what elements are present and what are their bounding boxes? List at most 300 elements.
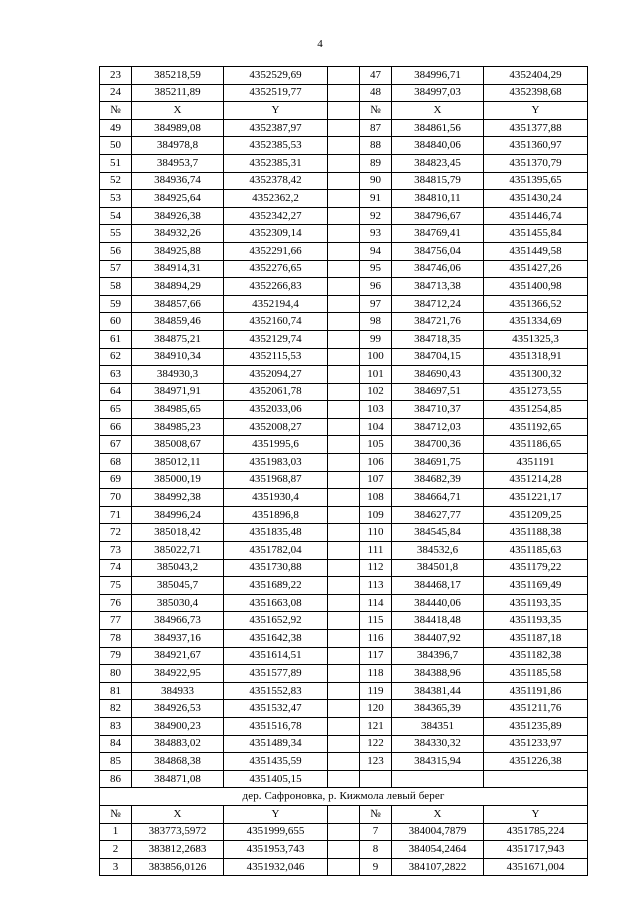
- cell-x-left: 384871,08: [132, 770, 224, 788]
- cell-y-right: 4351182,38: [484, 647, 588, 665]
- cell-y-right: 4351318,91: [484, 348, 588, 366]
- table-row: [100, 366, 588, 384]
- cell-gap: [328, 823, 360, 841]
- cell-y-left: 4352266,83: [224, 278, 328, 296]
- table-row: [100, 612, 588, 630]
- cell-x-right: [392, 770, 484, 788]
- cell-x-right: 384840,06: [392, 137, 484, 155]
- header-y-left: Y: [224, 805, 328, 823]
- table-row: [100, 383, 588, 401]
- cell-gap: [328, 366, 360, 384]
- cell-y-left: 4352160,74: [224, 313, 328, 331]
- table-row: [100, 841, 588, 859]
- cell-y-right: 4351325,3: [484, 330, 588, 348]
- cell-x-left: 385030,4: [132, 594, 224, 612]
- cell-y-right: 4351254,85: [484, 401, 588, 419]
- cell-y-left: 4352387,97: [224, 119, 328, 137]
- cell-num-right: 107: [360, 471, 392, 489]
- table-row: [100, 858, 588, 876]
- header-y-right: Y: [484, 102, 588, 120]
- table-row: [100, 594, 588, 612]
- cell-gap: [328, 119, 360, 137]
- cell-x-right: 384330,32: [392, 735, 484, 753]
- cell-num-left: 56: [100, 242, 132, 260]
- cell-x-right: 384691,75: [392, 454, 484, 472]
- cell-y-right: 4351717,943: [484, 841, 588, 859]
- cell-y-left: 4351516,78: [224, 717, 328, 735]
- cell-x-right: 384004,7879: [392, 823, 484, 841]
- cell-y-right: 4351214,28: [484, 471, 588, 489]
- cell-num-right: 113: [360, 577, 392, 595]
- cell-num-left: 64: [100, 383, 132, 401]
- header-num-right: №: [360, 805, 392, 823]
- cell-y-right: 4351191,86: [484, 682, 588, 700]
- cell-y-left: 4351435,59: [224, 753, 328, 771]
- cell-x-left: 384933: [132, 682, 224, 700]
- header-gap: [328, 102, 360, 120]
- header-x-right: X: [392, 805, 484, 823]
- header-x-left: X: [132, 102, 224, 120]
- cell-x-right: 384704,15: [392, 348, 484, 366]
- cell-y-left: 4351999,655: [224, 823, 328, 841]
- cell-x-left: 384900,23: [132, 717, 224, 735]
- table-row: [100, 823, 588, 841]
- cell-x-left: 383812,2683: [132, 841, 224, 859]
- cell-y-right: 4351211,76: [484, 700, 588, 718]
- cell-num-left: 49: [100, 119, 132, 137]
- cell-y-right: 4351169,49: [484, 577, 588, 595]
- cell-num-left: 73: [100, 542, 132, 560]
- cell-gap: [328, 242, 360, 260]
- cell-x-right: 384407,92: [392, 630, 484, 648]
- coordinates-table: [99, 66, 588, 876]
- cell-gap: [328, 190, 360, 208]
- cell-x-left: 383856,0126: [132, 858, 224, 876]
- cell-y-right: 4351377,88: [484, 119, 588, 137]
- cell-gap: [328, 471, 360, 489]
- table-row: [100, 330, 588, 348]
- cell-num-right: 88: [360, 137, 392, 155]
- cell-gap: [328, 524, 360, 542]
- cell-y-left: 4352378,42: [224, 172, 328, 190]
- cell-num-right: 105: [360, 436, 392, 454]
- cell-gap: [328, 489, 360, 507]
- cell-num-left: 52: [100, 172, 132, 190]
- cell-num-right: 94: [360, 242, 392, 260]
- cell-gap: [328, 67, 360, 85]
- cell-num-left: 54: [100, 207, 132, 225]
- cell-y-left: 4352519,77: [224, 84, 328, 102]
- cell-x-left: 385211,89: [132, 84, 224, 102]
- cell-y-left: 4351532,47: [224, 700, 328, 718]
- cell-y-left: 4351663,08: [224, 594, 328, 612]
- cell-num-right: 114: [360, 594, 392, 612]
- cell-gap: [328, 612, 360, 630]
- cell-num-left: 75: [100, 577, 132, 595]
- cell-y-right: 4351209,25: [484, 506, 588, 524]
- cell-y-right: 4351191: [484, 454, 588, 472]
- cell-x-left: 384922,95: [132, 665, 224, 683]
- cell-x-left: 384921,67: [132, 647, 224, 665]
- cell-y-right: 4351449,58: [484, 242, 588, 260]
- header-row: [100, 102, 588, 120]
- cell-num-left: 85: [100, 753, 132, 771]
- cell-y-right: 4351221,17: [484, 489, 588, 507]
- cell-num-left: 65: [100, 401, 132, 419]
- table-row: [100, 753, 588, 771]
- cell-x-right: 384682,39: [392, 471, 484, 489]
- cell-x-right: 384532,6: [392, 542, 484, 560]
- table-row: [100, 630, 588, 648]
- cell-y-left: 4351953,743: [224, 841, 328, 859]
- cell-x-left: 385012,11: [132, 454, 224, 472]
- cell-num-right: 90: [360, 172, 392, 190]
- table-row: [100, 172, 588, 190]
- cell-y-left: 4351552,83: [224, 682, 328, 700]
- cell-num-left: 69: [100, 471, 132, 489]
- cell-x-right: 384315,94: [392, 753, 484, 771]
- cell-y-left: 4351782,04: [224, 542, 328, 560]
- cell-num-left: 74: [100, 559, 132, 577]
- table-row: [100, 770, 588, 788]
- cell-num-right: 102: [360, 383, 392, 401]
- cell-gap: [328, 137, 360, 155]
- header-gap: [328, 805, 360, 823]
- cell-gap: [328, 348, 360, 366]
- cell-num-left: 2: [100, 841, 132, 859]
- cell-x-right: 384501,8: [392, 559, 484, 577]
- cell-num-left: 79: [100, 647, 132, 665]
- cell-num-left: 80: [100, 665, 132, 683]
- cell-gap: [328, 594, 360, 612]
- cell-y-left: 4352033,06: [224, 401, 328, 419]
- cell-x-right: 384718,35: [392, 330, 484, 348]
- cell-y-left: 4351932,046: [224, 858, 328, 876]
- cell-x-left: 384925,88: [132, 242, 224, 260]
- header-num-left: №: [100, 805, 132, 823]
- cell-num-left: 72: [100, 524, 132, 542]
- cell-y-left: 4351983,03: [224, 454, 328, 472]
- cell-y-left: 4352129,74: [224, 330, 328, 348]
- cell-num-right: 122: [360, 735, 392, 753]
- cell-x-right: 384440,06: [392, 594, 484, 612]
- cell-num-left: 77: [100, 612, 132, 630]
- cell-y-right: 4351395,65: [484, 172, 588, 190]
- cell-y-left: 4352061,78: [224, 383, 328, 401]
- table-row: [100, 278, 588, 296]
- cell-y-left: 4352385,31: [224, 154, 328, 172]
- cell-num-right: 7: [360, 823, 392, 841]
- cell-num-right: 119: [360, 682, 392, 700]
- cell-y-left: 4352529,69: [224, 67, 328, 85]
- cell-y-right: 4351273,55: [484, 383, 588, 401]
- cell-x-right: 384710,37: [392, 401, 484, 419]
- header-x-right: X: [392, 102, 484, 120]
- table-row: [100, 67, 588, 85]
- table-row: [100, 295, 588, 313]
- cell-y-left: 4352276,65: [224, 260, 328, 278]
- cell-x-right: 384697,51: [392, 383, 484, 401]
- cell-y-left: 4351614,51: [224, 647, 328, 665]
- cell-y-left: 4351930,4: [224, 489, 328, 507]
- cell-num-left: 76: [100, 594, 132, 612]
- table-row: [100, 154, 588, 172]
- cell-x-left: 384985,65: [132, 401, 224, 419]
- table-row: [100, 313, 588, 331]
- cell-gap: [328, 735, 360, 753]
- cell-num-right: 48: [360, 84, 392, 102]
- cell-y-right: 4351360,97: [484, 137, 588, 155]
- table-row: [100, 260, 588, 278]
- cell-x-right: 384381,44: [392, 682, 484, 700]
- cell-y-right: 4351192,65: [484, 418, 588, 436]
- cell-num-right: 89: [360, 154, 392, 172]
- cell-x-left: 383773,5972: [132, 823, 224, 841]
- table-row: [100, 471, 588, 489]
- table-row: [100, 401, 588, 419]
- header-y-left: Y: [224, 102, 328, 120]
- cell-y-left: 4352342,27: [224, 207, 328, 225]
- cell-gap: [328, 559, 360, 577]
- cell-num-right: 104: [360, 418, 392, 436]
- cell-num-left: 86: [100, 770, 132, 788]
- cell-y-left: 4351577,89: [224, 665, 328, 683]
- header-y-right: Y: [484, 805, 588, 823]
- cell-gap: [328, 313, 360, 331]
- cell-gap: [328, 647, 360, 665]
- cell-y-right: 4351455,84: [484, 225, 588, 243]
- cell-x-left: 384992,38: [132, 489, 224, 507]
- table-row: [100, 735, 588, 753]
- cell-y-right: 4351179,22: [484, 559, 588, 577]
- page-number: 4: [317, 38, 323, 50]
- cell-x-right: 384746,06: [392, 260, 484, 278]
- cell-y-right: 4351370,79: [484, 154, 588, 172]
- cell-y-left: 4352362,2: [224, 190, 328, 208]
- table-row: [100, 682, 588, 700]
- cell-gap: [328, 84, 360, 102]
- cell-y-right: 4351185,58: [484, 665, 588, 683]
- cell-gap: [328, 858, 360, 876]
- cell-num-right: 99: [360, 330, 392, 348]
- cell-x-left: 384985,23: [132, 418, 224, 436]
- cell-num-right: 115: [360, 612, 392, 630]
- cell-y-left: 4352291,66: [224, 242, 328, 260]
- table-row: [100, 348, 588, 366]
- table-row: [100, 119, 588, 137]
- cell-gap: [328, 383, 360, 401]
- cell-num-left: 55: [100, 225, 132, 243]
- cell-num-right: 93: [360, 225, 392, 243]
- cell-x-left: 384883,02: [132, 735, 224, 753]
- cell-y-left: 4351835,48: [224, 524, 328, 542]
- cell-x-left: 385218,59: [132, 67, 224, 85]
- cell-y-left: 4352008,27: [224, 418, 328, 436]
- cell-x-left: 384926,38: [132, 207, 224, 225]
- table-row: [100, 225, 588, 243]
- cell-num-left: 60: [100, 313, 132, 331]
- cell-x-left: 385008,67: [132, 436, 224, 454]
- cell-x-left: 384857,66: [132, 295, 224, 313]
- cell-y-left: 4352309,14: [224, 225, 328, 243]
- cell-gap: [328, 770, 360, 788]
- table-row: [100, 454, 588, 472]
- cell-num-right: 116: [360, 630, 392, 648]
- cell-x-left: 385000,19: [132, 471, 224, 489]
- cell-y-right: 4351430,24: [484, 190, 588, 208]
- cell-gap: [328, 278, 360, 296]
- cell-num-left: 66: [100, 418, 132, 436]
- cell-num-left: 53: [100, 190, 132, 208]
- cell-x-left: 384978,8: [132, 137, 224, 155]
- cell-y-right: [484, 770, 588, 788]
- cell-num-right: 87: [360, 119, 392, 137]
- cell-y-left: 4351405,15: [224, 770, 328, 788]
- table-row: [100, 418, 588, 436]
- table-row: [100, 84, 588, 102]
- cell-num-left: 70: [100, 489, 132, 507]
- cell-num-right: 103: [360, 401, 392, 419]
- cell-num-left: 3: [100, 858, 132, 876]
- table-row: [100, 137, 588, 155]
- cell-x-right: 384769,41: [392, 225, 484, 243]
- cell-num-left: 78: [100, 630, 132, 648]
- cell-x-right: 384823,45: [392, 154, 484, 172]
- cell-y-left: 4352385,53: [224, 137, 328, 155]
- cell-y-left: 4351730,88: [224, 559, 328, 577]
- cell-num-right: 100: [360, 348, 392, 366]
- cell-x-left: 385022,71: [132, 542, 224, 560]
- cell-num-left: 62: [100, 348, 132, 366]
- cell-x-right: 384351: [392, 717, 484, 735]
- table-row: [100, 577, 588, 595]
- cell-y-right: 4352404,29: [484, 67, 588, 85]
- cell-y-left: 4351896,8: [224, 506, 328, 524]
- cell-x-right: 384396,7: [392, 647, 484, 665]
- cell-num-right: 8: [360, 841, 392, 859]
- cell-num-left: 57: [100, 260, 132, 278]
- cell-y-left: 4351642,38: [224, 630, 328, 648]
- cell-num-right: 109: [360, 506, 392, 524]
- cell-y-right: 4351187,18: [484, 630, 588, 648]
- cell-x-right: 384756,04: [392, 242, 484, 260]
- cell-x-left: 384936,74: [132, 172, 224, 190]
- cell-x-left: 384859,46: [132, 313, 224, 331]
- cell-x-right: 384664,71: [392, 489, 484, 507]
- cell-x-right: 384796,67: [392, 207, 484, 225]
- cell-x-right: 384054,2464: [392, 841, 484, 859]
- cell-x-right: 384713,38: [392, 278, 484, 296]
- cell-gap: [328, 506, 360, 524]
- cell-x-left: 385043,2: [132, 559, 224, 577]
- header-x-left: X: [132, 805, 224, 823]
- cell-x-left: 384926,53: [132, 700, 224, 718]
- cell-num-left: 24: [100, 84, 132, 102]
- cell-y-left: 4352115,53: [224, 348, 328, 366]
- header-num-right: №: [360, 102, 392, 120]
- cell-num-right: 47: [360, 67, 392, 85]
- cell-y-left: 4351652,92: [224, 612, 328, 630]
- cell-y-right: 4352398,68: [484, 84, 588, 102]
- table-row: [100, 665, 588, 683]
- cell-num-right: 98: [360, 313, 392, 331]
- cell-x-right: 384388,96: [392, 665, 484, 683]
- cell-gap: [328, 665, 360, 683]
- cell-x-left: 385018,42: [132, 524, 224, 542]
- cell-x-left: 384937,16: [132, 630, 224, 648]
- cell-gap: [328, 154, 360, 172]
- table-row: [100, 489, 588, 507]
- cell-y-left: 4352194,4: [224, 295, 328, 313]
- cell-num-left: 50: [100, 137, 132, 155]
- table-row: [100, 207, 588, 225]
- cell-num-left: 63: [100, 366, 132, 384]
- cell-gap: [328, 225, 360, 243]
- cell-num-left: 67: [100, 436, 132, 454]
- table-row: [100, 559, 588, 577]
- cell-x-left: 384953,7: [132, 154, 224, 172]
- cell-gap: [328, 717, 360, 735]
- cell-y-right: 4351785,224: [484, 823, 588, 841]
- cell-num-left: 83: [100, 717, 132, 735]
- cell-x-right: 384418,48: [392, 612, 484, 630]
- table-row: [100, 506, 588, 524]
- cell-x-right: 384627,77: [392, 506, 484, 524]
- header-num-left: №: [100, 102, 132, 120]
- cell-x-left: 385045,7: [132, 577, 224, 595]
- cell-y-right: 4351366,52: [484, 295, 588, 313]
- cell-num-right: 121: [360, 717, 392, 735]
- cell-gap: [328, 436, 360, 454]
- cell-x-right: 384712,03: [392, 418, 484, 436]
- table-row: [100, 542, 588, 560]
- cell-y-right: 4351446,74: [484, 207, 588, 225]
- cell-num-left: 68: [100, 454, 132, 472]
- cell-gap: [328, 841, 360, 859]
- table-row: [100, 524, 588, 542]
- cell-x-right: 384861,56: [392, 119, 484, 137]
- cell-gap: [328, 682, 360, 700]
- cell-x-right: 384365,39: [392, 700, 484, 718]
- cell-y-right: 4351300,32: [484, 366, 588, 384]
- cell-num-left: 61: [100, 330, 132, 348]
- cell-x-left: 384910,34: [132, 348, 224, 366]
- cell-num-right: 112: [360, 559, 392, 577]
- cell-x-right: 384997,03: [392, 84, 484, 102]
- cell-num-right: 95: [360, 260, 392, 278]
- cell-gap: [328, 577, 360, 595]
- cell-x-left: 384966,73: [132, 612, 224, 630]
- table-row: [100, 242, 588, 260]
- cell-x-right: 384815,79: [392, 172, 484, 190]
- cell-gap: [328, 418, 360, 436]
- cell-num-left: 51: [100, 154, 132, 172]
- cell-num-right: 106: [360, 454, 392, 472]
- cell-y-left: 4351489,34: [224, 735, 328, 753]
- cell-y-left: 4352094,27: [224, 366, 328, 384]
- cell-x-left: 384930,3: [132, 366, 224, 384]
- header-row: [100, 805, 588, 823]
- cell-x-right: 384721,76: [392, 313, 484, 331]
- cell-num-right: 111: [360, 542, 392, 560]
- cell-gap: [328, 630, 360, 648]
- cell-num-left: 1: [100, 823, 132, 841]
- cell-num-right: 9: [360, 858, 392, 876]
- section-caption: дер. Сафроновка, р. Кижмола левый берег: [100, 788, 588, 806]
- cell-num-left: 82: [100, 700, 132, 718]
- cell-x-left: 384996,24: [132, 506, 224, 524]
- section-caption-row: [100, 788, 588, 806]
